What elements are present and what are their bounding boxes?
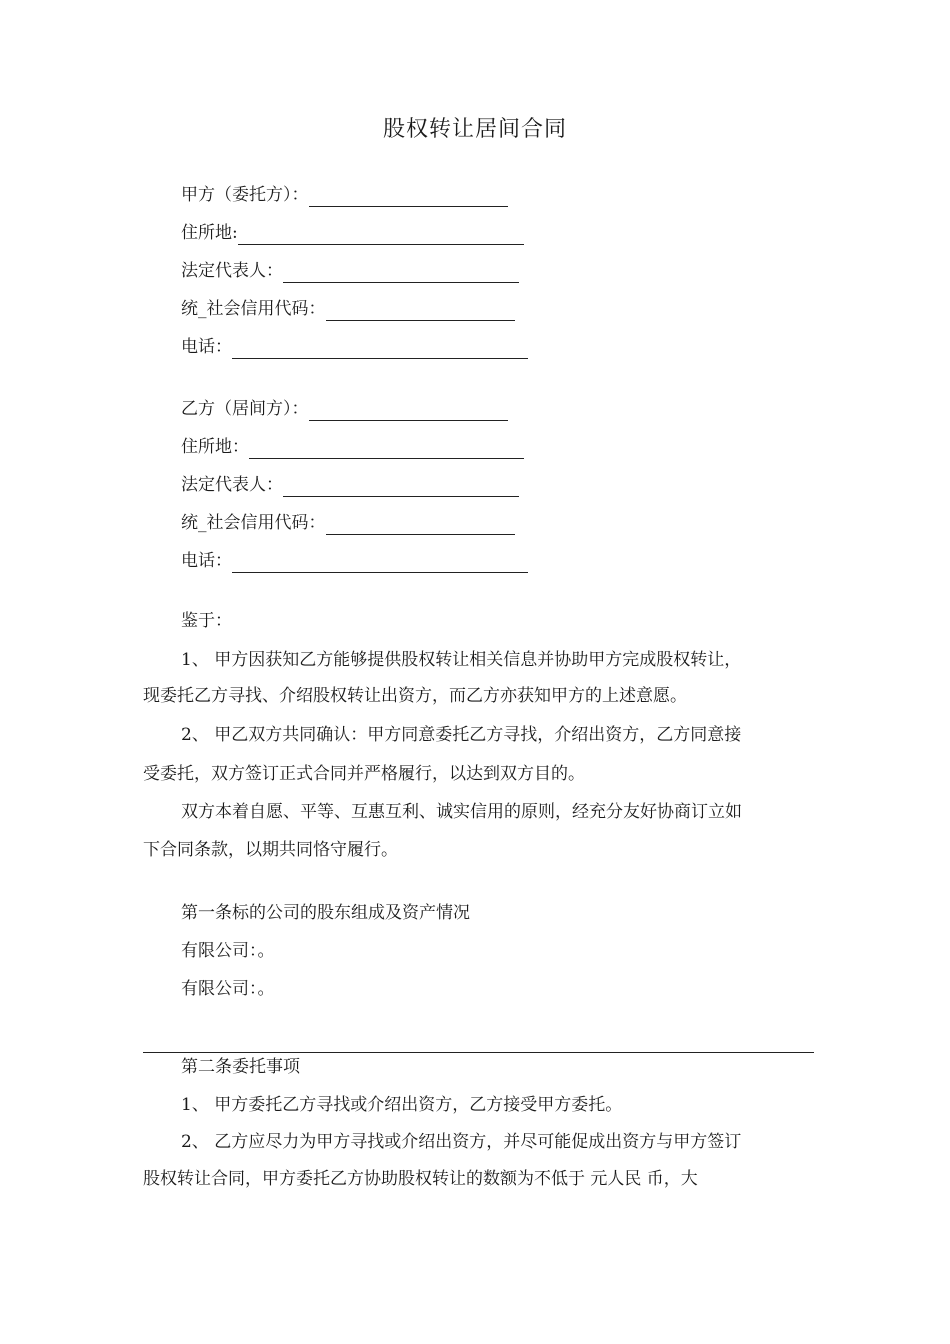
party-a-code-field	[181, 297, 515, 321]
party-b-address-label: 住所地：	[181, 437, 249, 457]
article2-p2-line1: 2、 乙方应尽力为甲方寻找或介绍出资方，并尽可能促成出资方与甲方签订	[181, 1132, 742, 1152]
article2-p1: 1、 甲方委托乙方寻找或介绍出资方，乙方接受甲方委托。	[181, 1095, 623, 1115]
party-a-address-field	[181, 221, 524, 245]
party-a-rep-field	[181, 259, 519, 283]
party-b-phone-label: 电话：	[181, 551, 232, 571]
party-b-rep-field	[181, 473, 519, 497]
party-a-phone-field	[181, 335, 528, 359]
party-a-name-field	[181, 183, 508, 207]
whereas-p1-line2: 现委托乙方寻找、介绍股权转让出资方，而乙方亦获知甲方的上述意愿。	[143, 686, 687, 706]
article1-item2: 有限公司：。	[181, 979, 275, 999]
section-divider	[143, 1052, 814, 1053]
party-a-address-blank[interactable]	[238, 224, 524, 245]
party-a-phone-blank[interactable]	[232, 338, 528, 359]
party-b-code-label: 统_社会信用代码：	[181, 513, 326, 533]
party-a-phone-label: 电话：	[181, 337, 232, 357]
article1-item1: 有限公司：。	[181, 941, 275, 961]
party-a-rep-blank[interactable]	[283, 262, 519, 283]
party-b-name-label: 乙方（居间方）：	[181, 399, 309, 419]
party-b-rep-blank[interactable]	[283, 476, 519, 497]
party-b-address-field	[181, 435, 524, 459]
party-b-address-blank[interactable]	[249, 438, 524, 459]
party-b-phone-blank[interactable]	[232, 552, 528, 573]
article2-p2-line2: 股权转让合同，甲方委托乙方协助股权转让的数额为不低于 元人民 币，大	[143, 1169, 698, 1189]
whereas-p1-line1: 1、 甲方因获知乙方能够提供股权转让相关信息并协助甲方完成股权转让，	[181, 650, 742, 670]
party-a-address-label: 住所地:	[181, 223, 238, 243]
party-a-code-blank[interactable]	[326, 300, 515, 321]
party-a-name-label: 甲方（委托方）：	[181, 185, 309, 205]
party-b-phone-field	[181, 549, 528, 573]
whereas-p2-line2: 受委托，双方签订正式合同并严格履行，以达到双方目的。	[143, 764, 585, 784]
article1-heading: 第一条标的公司的股东组成及资产情况	[181, 903, 470, 923]
party-b-code-field	[181, 511, 515, 535]
party-a-name-blank[interactable]	[309, 186, 508, 207]
whereas-p3-line2: 下合同条款，以期共同恪守履行。	[143, 840, 398, 860]
party-b-name-blank[interactable]	[309, 400, 508, 421]
party-a-code-label: 统_社会信用代码：	[181, 299, 326, 319]
whereas-heading: 鉴于：	[181, 611, 232, 631]
whereas-p2-line1: 2、 甲乙双方共同确认：甲方同意委托乙方寻找，介绍出资方，乙方同意接	[181, 725, 742, 745]
party-b-name-field	[181, 397, 508, 421]
party-b-rep-label: 法定代表人：	[181, 475, 283, 495]
party-a-rep-label: 法定代表人：	[181, 261, 283, 281]
party-b-code-blank[interactable]	[326, 514, 515, 535]
document-title: 股权转让居间合同	[382, 117, 567, 142]
article2-heading: 第二条委托事项	[181, 1057, 300, 1077]
whereas-p3-line1: 双方本着自愿、平等、互惠互利、诚实信用的原则，经充分友好协商订立如	[181, 802, 742, 822]
